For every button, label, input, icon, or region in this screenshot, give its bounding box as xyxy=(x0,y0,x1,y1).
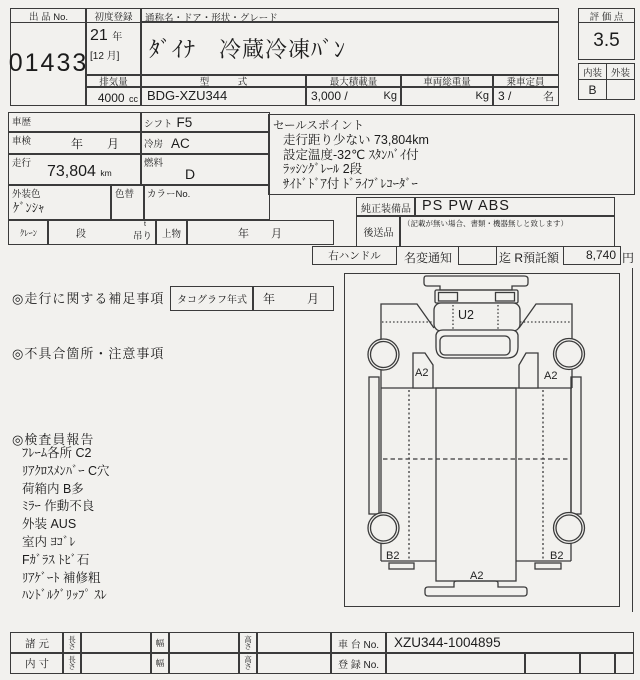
right-door-mark: A2 xyxy=(544,370,558,382)
left-side-rail xyxy=(369,377,379,514)
right-door-shape xyxy=(519,353,538,388)
deposit-label: 迄 R預託額 xyxy=(499,251,560,265)
tachograph-label: タコグラフ年式 xyxy=(170,286,254,311)
shift-label: シフト xyxy=(144,118,173,130)
name-change-label: 名変通知 xyxy=(404,251,453,265)
rear-left-step xyxy=(389,563,414,569)
width-label: 幅 xyxy=(150,652,170,674)
yen-label: 円 xyxy=(622,251,635,265)
displacement-label: 排気量 xyxy=(85,74,142,88)
inspector-report-line: ﾘｱｹﾞｰﾄ 補修粗 xyxy=(22,570,101,585)
shift-cell xyxy=(140,112,270,133)
vehicle-name: ﾀﾞｲﾅ 冷蔵冷凍ﾊﾞﾝ xyxy=(149,37,347,62)
inner-length-label-cell xyxy=(62,652,82,674)
length-label: 長さ xyxy=(68,654,76,671)
inspector-report-line: 室内 ﾖｺﾞﾚ xyxy=(22,534,76,549)
lot-number-box xyxy=(10,8,87,106)
registration-no-cell-3 xyxy=(579,652,616,674)
payload-value-cell xyxy=(305,86,402,106)
capacity-label: 乗車定員 xyxy=(492,74,559,88)
gvw-label: 車両総重量 xyxy=(400,74,494,88)
crane-value-cell xyxy=(47,220,157,245)
sales-point-line: ﾗｯｼﾝｸﾞﾚｰﾙ 2段 xyxy=(283,162,363,177)
score-box xyxy=(578,8,635,60)
payload-unit: Kg xyxy=(383,90,397,102)
sales-point-title: セールスポイント xyxy=(273,120,364,132)
oem-equipment-value-cell xyxy=(414,197,615,217)
front-right-wheel-inner xyxy=(556,341,582,367)
history-label: 車歴 xyxy=(12,117,32,128)
specs-length-label-cell xyxy=(62,632,82,654)
mileage-value: 73,804 xyxy=(47,163,96,180)
inspector-report-line: Fｶﾞﾗｽ ﾄﾋﾞ石 xyxy=(22,552,90,567)
first-registration-label: 初度登録 xyxy=(86,9,141,23)
body-type-value: 年 月 xyxy=(186,220,334,245)
shaken-label: 車検 xyxy=(12,136,32,147)
exterior-color-label: 外装色 xyxy=(12,189,41,200)
displacement-unit: cc xyxy=(129,94,138,104)
deposit-amount: 8,740 xyxy=(585,248,616,262)
rear-right-wheel-inner xyxy=(556,515,582,541)
sales-point-line: 設定温度-32℃ ｽﾀﾝﾊﾞｲ付 xyxy=(283,147,419,162)
width-label: 幅 xyxy=(150,632,170,654)
inner-length-value xyxy=(80,652,152,674)
inspector-report-title: ◎検査員報告 xyxy=(12,432,95,447)
displacement-value-cell xyxy=(85,86,142,106)
cowl-vent-left xyxy=(439,293,458,302)
mileage-cell xyxy=(8,153,142,186)
grade-box xyxy=(578,63,635,100)
shift-value: F5 xyxy=(176,115,193,130)
rear-right-step xyxy=(535,563,561,569)
interior-label: 内装 xyxy=(579,64,607,79)
inner-height-value xyxy=(256,652,332,674)
specs-width-value xyxy=(168,632,240,654)
registration-no-cell-1 xyxy=(385,652,526,674)
sheet-right-border xyxy=(632,268,633,612)
shaken-value: 年 月 xyxy=(70,137,125,151)
payload-value: 3,000 / xyxy=(311,89,348,103)
cowl-vent-right xyxy=(496,293,515,302)
front-bumper xyxy=(424,276,528,290)
specs-length-value xyxy=(80,632,152,654)
inspector-report-line: ﾐﾗｰ 作動不良 xyxy=(22,499,95,514)
height-label: 高さ xyxy=(244,634,252,651)
fuel-value: D xyxy=(185,166,196,182)
gvw-value-cell xyxy=(400,86,494,106)
right-handle-badge: 右ハンドル xyxy=(312,246,397,265)
crane-label: ｸﾚｰﾝ xyxy=(8,220,49,245)
payload-label: 最大積載量 xyxy=(305,74,402,88)
fuel-cell xyxy=(140,153,270,186)
mileage-unit: km xyxy=(100,168,112,178)
crane-ton-label: t xyxy=(144,221,146,228)
first-registration-box xyxy=(85,8,142,76)
gvw-unit: Kg xyxy=(475,90,489,102)
tachograph-value-cell xyxy=(252,286,334,311)
forward-items-label: 後送品 xyxy=(356,215,401,247)
repaint-cell xyxy=(110,184,145,220)
height-label: 高さ xyxy=(244,654,252,671)
shaken-cell xyxy=(8,131,142,155)
rear-left-mark: B2 xyxy=(386,550,400,562)
lot-number-value: 01433 xyxy=(8,49,89,77)
oem-equipment-value: PS PW ABS xyxy=(422,198,510,214)
inspector-report-line: ﾘｱｸﾛｽﾒﾝﾊﾞｰ C穴 xyxy=(22,463,110,478)
rear-gate-mark: A2 xyxy=(470,570,484,582)
truck-diagram xyxy=(345,274,617,604)
fuel-label: 燃料 xyxy=(144,158,164,169)
capacity-value: 3 / xyxy=(498,89,512,103)
exterior-grade xyxy=(607,80,634,99)
inner-height-label-cell xyxy=(238,652,258,674)
first-reg-month: [12 月] xyxy=(90,51,120,62)
forward-items-cell xyxy=(399,215,615,247)
body-type-label: 上物 xyxy=(155,220,188,245)
color-no-cell xyxy=(143,184,270,220)
first-reg-year: 21 xyxy=(90,27,108,44)
sales-point-box xyxy=(268,114,635,195)
cargo-box-roof xyxy=(436,388,516,581)
history-cell xyxy=(8,112,142,133)
sales-point-line: ｻｲﾄﾞﾄﾞｱ付 ﾄﾞﾗｲﾌﾞﾚｺｰﾀﾞｰ xyxy=(283,176,418,191)
defect-title: ◎不具合箇所・注意事項 xyxy=(12,346,165,361)
rear-bumper xyxy=(425,581,527,596)
score-label: 評 価 点 xyxy=(579,9,634,23)
crane-lift-label: 吊り xyxy=(132,231,152,242)
vehicle-name-cell xyxy=(140,21,559,76)
cab-mark: U2 xyxy=(458,308,474,322)
first-reg-year-unit: 年 xyxy=(112,32,123,43)
left-door-mark: A2 xyxy=(415,367,429,379)
inner-width-value xyxy=(168,652,240,674)
deposit-amount-cell xyxy=(563,246,621,265)
front-left-wheel-inner xyxy=(371,342,397,368)
model-label: 型 式 xyxy=(140,74,307,88)
registration-no-cell-2 xyxy=(524,652,581,674)
specs-height-value xyxy=(256,632,332,654)
rear-right-mark: B2 xyxy=(550,550,564,562)
exterior-label: 外装 xyxy=(610,67,630,79)
ac-value: AC xyxy=(171,135,190,151)
repaint-label: 色替 xyxy=(115,189,135,200)
capacity-value-cell xyxy=(492,86,559,106)
lot-number-label: 出 品 No. xyxy=(11,9,86,23)
vehicle-diagram-box xyxy=(344,273,620,607)
ac-cell xyxy=(140,131,270,155)
inspector-report-line: ﾊﾝﾄﾞﾙｸﾞﾘｯﾌﾟ ｽﾚ xyxy=(22,588,107,603)
mileage-note-title: ◎走行に関する補足事項 xyxy=(12,291,165,306)
ac-label: 冷房 xyxy=(144,139,164,150)
length-label: 長さ xyxy=(68,634,76,651)
score-value: 3.5 xyxy=(593,29,620,51)
vehicle-name-header: 通称名・ドア・形状・グレード xyxy=(140,8,559,23)
inspector-report-line: 外装 AUS xyxy=(22,517,77,532)
rear-left-wheel-inner xyxy=(371,515,397,541)
specs-height-label-cell xyxy=(238,632,258,654)
crane-stage-label: 段 xyxy=(76,229,86,240)
cab-roof xyxy=(434,303,520,331)
inspector-report-line: 荷箱内 B多 xyxy=(22,481,84,496)
displacement-value: 4000 xyxy=(97,91,125,105)
sales-point-line: 走行距り少ない 73,804km xyxy=(283,133,429,147)
inspector-report-list xyxy=(22,445,110,605)
interior-grade: B xyxy=(579,80,607,99)
color-no-label: カラーNo. xyxy=(147,189,191,200)
model-value-cell xyxy=(140,86,307,106)
inner-dims-row-label: 内 寸 xyxy=(10,652,64,674)
inspector-report-line: ﾌﾚｰﾑ各所 C2 xyxy=(22,446,92,460)
oem-equipment-label: 純正装備品 xyxy=(356,197,416,217)
exterior-color-cell xyxy=(8,184,112,220)
capacity-unit: 名 xyxy=(543,91,554,103)
chassis-no-value: XZU344-1004895 xyxy=(394,635,501,650)
name-change-field xyxy=(458,246,497,265)
tachograph-value: 年 月 xyxy=(262,292,329,306)
exterior-color-value: ｹﾞﾝｼｬ xyxy=(13,201,45,215)
registration-no-cell-4 xyxy=(614,652,634,674)
model-value: BDG-XZU344 xyxy=(147,88,228,103)
specs-row-label: 諸 元 xyxy=(10,632,64,654)
forward-items-note: （記載が無い場合、書類・機器無しと致します） xyxy=(403,219,568,228)
registration-no-label: 登 録 No. xyxy=(330,652,387,674)
right-side-rail xyxy=(571,377,581,514)
mileage-label: 走行 xyxy=(12,158,32,169)
chassis-no-label: 車 台 No. xyxy=(330,632,387,654)
windshield-outer xyxy=(436,330,518,358)
chassis-no-cell xyxy=(385,632,634,654)
